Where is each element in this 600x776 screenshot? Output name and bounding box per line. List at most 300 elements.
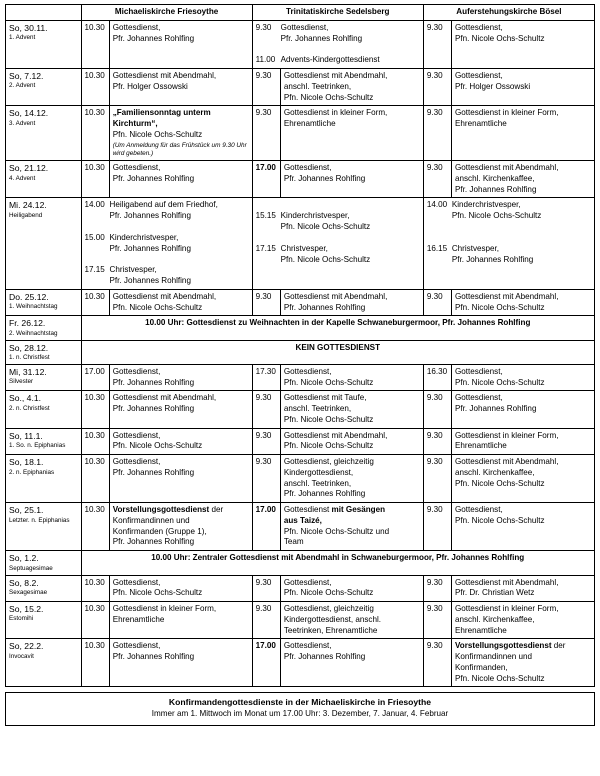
service-time: 9.30	[423, 69, 451, 106]
service-time: 17.00	[252, 503, 280, 551]
entry-line: Gottesdienst in kleiner Form,	[455, 430, 559, 440]
table-row	[6, 503, 595, 551]
date-cell	[6, 20, 82, 68]
entry-line: Gottesdienst in kleiner Form,	[455, 108, 559, 118]
date-label: So., 4.1.	[9, 393, 42, 404]
service-time: 17.00	[252, 161, 280, 198]
date-cell	[6, 575, 82, 602]
table-row	[6, 289, 595, 316]
service-time: 9.30	[423, 161, 451, 198]
entry-line: Konfirmanden,	[455, 662, 508, 672]
liturgical-day-label: 2. Advent	[9, 82, 36, 90]
entry-line: Gottesdienst,	[455, 366, 503, 376]
entry-line: Pfn. Nicole Ochs-Schultz	[283, 377, 374, 387]
service-group-cell	[252, 198, 423, 290]
entry-line: Gottesdienst,	[112, 430, 161, 440]
entry-line: Pfn. Nicole Ochs-Schultz	[455, 478, 545, 488]
service-description	[110, 233, 249, 255]
date-label: So, 25.1.	[9, 505, 44, 516]
liturgical-day-label: Letzter. n. Epiphanias	[9, 516, 70, 524]
service-description	[452, 289, 595, 316]
date-cell	[6, 551, 82, 575]
entry-line: Pfr. Johannes Rohlfing	[109, 243, 191, 253]
entry-line: Pfr. Johannes Rohlfing	[112, 173, 195, 183]
table-row	[6, 20, 595, 68]
entry-line: anschl. Teetrinken,	[283, 404, 352, 414]
table-row	[6, 551, 595, 575]
service-description	[280, 364, 423, 391]
entry-line: Gottesdienst, gleichzeitig	[283, 604, 374, 613]
service-time: 10.30	[81, 602, 109, 639]
entry-line: Kindergottesdienst,	[283, 467, 354, 477]
entry-line: Gottesdienst,	[112, 457, 161, 467]
service-description	[109, 575, 252, 602]
full-width-announcement: KEIN GOTTESDIENST	[81, 340, 595, 364]
entry-line: Kinderchristvesper,	[109, 232, 179, 242]
entry-line: Konfirmanden (Gruppe 1),	[112, 526, 207, 536]
entry-line: Gottesdienst mit Abendmahl,	[112, 71, 217, 80]
date-cell	[6, 69, 82, 106]
service-description	[109, 69, 252, 106]
service-description	[109, 602, 252, 639]
service-time: 9.30	[423, 575, 451, 602]
service-time: 10.30	[81, 289, 109, 316]
service-time: 10.30	[81, 428, 109, 455]
service-gap	[427, 233, 591, 244]
entry-line: Gottesdienst mit Abendmahl,	[112, 291, 217, 301]
date-cell	[6, 198, 82, 290]
service-description	[109, 503, 252, 551]
service-time: 9.30	[423, 391, 451, 428]
date-cell	[6, 316, 82, 340]
entry-line: Gottesdienst mit Abendmahl,	[455, 457, 559, 467]
entry-line: Pfr. Holger Ossowski	[112, 81, 188, 91]
service-description	[280, 289, 423, 316]
full-width-announcement: 10.00 Uhr: Zentraler Gottesdienst mit Abendmahl in Schwaneburgermoor, Pfr. Johannes Rohlfing	[81, 551, 595, 575]
entry-line: Gottesdienst mit Taufe,	[283, 393, 367, 403]
entry-line: Heiligabend auf dem Friedhof,	[109, 200, 218, 210]
date-label: So, 15.2.	[9, 604, 44, 614]
service-time: 10.30	[81, 639, 109, 687]
table-row	[6, 602, 595, 639]
footer-title: Konfirmandengottesdienste in der Michaeliskirche in Friesoythe	[168, 697, 432, 708]
date-cell	[6, 161, 82, 198]
entry-line: Team	[283, 537, 304, 547]
entry-line: Gottesdienst mit Abendmahl,	[283, 430, 388, 440]
service-time: 17.30	[252, 364, 280, 391]
table-row	[6, 69, 595, 106]
entry-line: Pfr. Johannes Rohlfing	[112, 537, 195, 547]
service-schedule-table	[5, 4, 595, 687]
entry-line: Pfr. Johannes Rohlfing	[283, 652, 366, 661]
service-group-cell	[81, 198, 252, 290]
date-cell	[6, 106, 82, 161]
entry-line: Pfr. Johannes Rohlfing	[112, 377, 195, 387]
footer-subtitle: Immer am 1. Mittwoch im Monat um 17.00 Uhr: 3. Dezember, 7. Januar, 4. Februar	[151, 708, 449, 718]
entry-line: Ehrenamtliche	[455, 625, 507, 635]
date-label: So, 14.12.	[9, 108, 49, 119]
entry-line: Pfn. Nicole Ochs-Schultz	[455, 673, 545, 683]
entry-line: Gottesdienst mit Abendmahl,	[455, 163, 559, 173]
service-gap	[256, 44, 420, 55]
service-group-table	[85, 200, 249, 287]
service-description	[280, 106, 423, 161]
entry-line: „Familiensonntag unterm	[112, 108, 211, 118]
entry-line: Vorstellungsgottesdienst der	[112, 505, 224, 515]
service-time: 17.15	[84, 265, 105, 275]
liturgical-day-label: Sexagesimae	[9, 588, 48, 596]
table-header	[6, 5, 595, 21]
entry-line: Christvesper,	[109, 265, 157, 275]
entry-note: (Um Anmeldung für das Frühstück um 9.30 Uhr wird gebeten.)	[112, 141, 247, 157]
service-gap-cell	[256, 44, 420, 55]
service-group-cell	[252, 20, 423, 68]
entry-line: Gottesdienst mit Abendmahl,	[455, 577, 559, 587]
entry-line: Gottesdienst,	[112, 163, 161, 173]
service-gap-cell	[85, 222, 249, 233]
entry-line: Gottesdienst,	[112, 577, 161, 587]
entry-line: anschl. Kirchenkaffee,	[455, 467, 535, 477]
entry-line: Gottesdienst,	[283, 577, 332, 587]
entry-line: Pfn. Nicole Ochs-Schultz	[280, 254, 371, 264]
service-entry	[85, 233, 249, 255]
liturgical-day-label: 1. So. n. Epiphanias	[9, 442, 66, 450]
service-description	[281, 211, 420, 233]
service-time: 17.00	[252, 639, 280, 687]
table-body	[6, 20, 595, 687]
service-description	[280, 575, 423, 602]
entry-line: Gottesdienst,	[283, 163, 332, 173]
entry-line: Pfn. Nicole Ochs-Schultz	[455, 302, 545, 312]
service-time: 9.30	[423, 639, 451, 687]
date-label: So, 30.11.	[9, 22, 48, 33]
entry-line: Gottesdienst in kleiner Form,	[112, 604, 217, 613]
table-row	[6, 428, 595, 455]
service-description	[280, 639, 423, 687]
date-label: So, 8.2.	[9, 577, 39, 588]
service-description	[110, 265, 249, 287]
service-description	[452, 428, 595, 455]
entry-line: Christvesper,	[280, 243, 328, 253]
service-time: 9.30	[423, 455, 451, 503]
header-michaeliskirche-friesoythe: Michaeliskirche Friesoythe	[81, 5, 252, 21]
entry-line: Gottesdienst, gleichzeitig	[283, 457, 374, 467]
service-description	[280, 69, 423, 106]
entry-line: Christvesper,	[451, 243, 500, 253]
table-row	[6, 364, 595, 391]
table-row	[6, 198, 595, 290]
entry-line: Pfn. Nicole Ochs-Schultz und	[283, 526, 390, 536]
service-time: 9.30	[252, 602, 280, 639]
service-description	[109, 161, 252, 198]
service-description	[280, 428, 423, 455]
service-time: 9.30	[252, 455, 280, 503]
service-entry	[256, 244, 420, 266]
date-cell	[6, 289, 82, 316]
entry-line: Gottesdienst,	[283, 366, 332, 376]
entry-line: Gottesdienst mit Gesängen	[283, 505, 386, 515]
date-label: So, 11.1.	[9, 430, 43, 441]
service-gap-cell	[256, 200, 420, 211]
entry-line: Pfn. Nicole Ochs-Schultz	[455, 33, 545, 43]
entry-line: Gottesdienst,	[112, 22, 161, 32]
entry-line: Gottesdienst mit Abendmahl,	[283, 291, 388, 301]
service-description	[452, 69, 595, 106]
service-entry	[427, 200, 591, 222]
service-description	[109, 106, 252, 161]
service-time: 14.00	[84, 200, 105, 210]
table-row	[6, 340, 595, 364]
service-time: 9.30	[423, 20, 451, 68]
service-time: 9.30	[252, 106, 280, 161]
entry-line: Pfr. Johannes Rohlfing	[283, 489, 366, 499]
service-description	[452, 20, 595, 68]
service-description	[109, 364, 252, 391]
service-time: 16.30	[423, 364, 451, 391]
date-label: Fr. 26.12.	[9, 318, 46, 329]
entry-line: Gottesdienst,	[455, 393, 503, 403]
entry-line: Pfn. Nicole Ochs-Schultz	[451, 211, 542, 221]
entry-line: Pfr. Johannes Rohlfing	[451, 254, 534, 264]
service-time: 10.30	[81, 106, 109, 161]
entry-line: Pfn. Nicole Ochs-Schultz	[280, 222, 371, 232]
service-time: 10.30	[81, 575, 109, 602]
entry-line: Pfr. Johannes Rohlfing	[455, 404, 537, 414]
liturgical-day-label: Silvester	[9, 378, 34, 386]
entry-line: Gottesdienst mit Abendmahl,	[283, 71, 388, 80]
entry-line: Konfirmandinnen und	[455, 652, 532, 661]
service-group-table	[256, 200, 420, 265]
liturgical-day-label: 3. Advent	[9, 119, 36, 127]
service-time: 9.30	[255, 22, 272, 32]
entry-line: Gottesdienst,	[455, 22, 503, 32]
entry-line: Konfirmandinnen und	[112, 515, 190, 525]
table-row	[6, 316, 595, 340]
entry-line: Pfr. Johannes Rohlfing	[455, 184, 537, 194]
entry-line: Gottesdienst,	[283, 641, 332, 651]
date-label: So, 28.12.	[9, 342, 49, 353]
liturgical-day-label: 4. Advent	[9, 174, 36, 182]
service-entry	[256, 211, 420, 233]
header-auferstehungskirche-boesel: Auferstehungskirche Bösel	[423, 5, 594, 21]
entry-line: Ehrenamtliche	[455, 119, 507, 128]
service-description	[452, 244, 591, 266]
service-time: 10.30	[81, 391, 109, 428]
entry-line: Pfn. Nicole Ochs-Schultz	[283, 441, 374, 451]
entry-line: Pfr. Johannes Rohlfing	[112, 33, 195, 43]
entry-line: Ehrenamtliche	[112, 614, 165, 624]
entry-line: Pfr. Johannes Rohlfing	[283, 302, 366, 312]
service-description	[281, 23, 420, 45]
service-time: 9.30	[252, 289, 280, 316]
service-group-table	[256, 23, 420, 66]
service-time: 15.00	[84, 232, 105, 242]
entry-line: Pfn. Nicole Ochs-Schultz	[455, 515, 545, 525]
entry-line: Pfr. Holger Ossowski	[455, 81, 531, 91]
service-time: 14.00	[426, 200, 448, 210]
service-description	[109, 455, 252, 503]
entry-line: Pfr. Johannes Rohlfing	[112, 467, 195, 477]
service-time: 10.30	[81, 161, 109, 198]
entry-line: Pfr. Johannes Rohlfing	[280, 33, 363, 43]
service-time: 17.00	[81, 364, 109, 391]
service-time: 9.30	[423, 503, 451, 551]
entry-line: Gottesdienst mit Abendmahl,	[455, 291, 559, 301]
entry-line: Pfr. Johannes Rohlfing	[283, 173, 366, 183]
service-description	[280, 602, 423, 639]
liturgical-day-label: 2. n. Epiphanias	[9, 468, 55, 476]
entry-line: Vorstellungsgottesdienst der	[455, 641, 566, 651]
service-gap	[256, 233, 420, 244]
service-description	[452, 602, 595, 639]
service-time: 10.30	[81, 503, 109, 551]
date-cell	[6, 639, 82, 687]
entry-line: Pfn. Nicole Ochs-Schultz	[112, 302, 203, 312]
entry-line: Gottesdienst,	[455, 71, 503, 80]
date-cell	[6, 391, 82, 428]
service-time: 9.30	[252, 575, 280, 602]
service-description	[452, 106, 595, 161]
service-entry	[256, 23, 420, 45]
table-row	[6, 391, 595, 428]
service-entry	[427, 244, 591, 266]
service-description	[109, 289, 252, 316]
service-group-cell	[423, 198, 594, 290]
entry-line: Pfr. Johannes Rohlfing	[112, 404, 195, 414]
entry-line: Kinderchristvesper,	[451, 200, 521, 210]
entry-line: Ehrenamtliche	[455, 441, 507, 451]
service-description	[280, 503, 423, 551]
entry-line: Gottesdienst,	[455, 505, 503, 515]
service-time: 9.30	[423, 106, 451, 161]
table-row	[6, 106, 595, 161]
header-trinitatiskirche-sedelsberg: Trinitatiskirche Sedelsberg	[252, 5, 423, 21]
date-label: Mi. 24.12.	[9, 200, 47, 211]
service-description	[109, 391, 252, 428]
service-description	[281, 55, 420, 66]
entry-line: Kinderchristvesper,	[280, 211, 350, 221]
service-description	[452, 200, 591, 222]
service-description	[109, 20, 252, 68]
liturgical-day-label: 2. Weihnachtstag	[9, 329, 58, 337]
liturgical-day-label: 1. Weihnachtstag	[9, 303, 58, 311]
service-gap-cell	[427, 222, 591, 233]
service-description	[452, 503, 595, 551]
table-row	[6, 161, 595, 198]
service-time: 16.15	[426, 243, 448, 253]
table-row	[6, 639, 595, 687]
service-description	[109, 639, 252, 687]
service-gap	[427, 222, 591, 233]
service-time: 9.30	[423, 428, 451, 455]
entry-line: Pfn. Nicole Ochs-Schultz	[112, 129, 203, 139]
date-label: So, 21.12.	[9, 163, 49, 174]
service-description	[280, 391, 423, 428]
full-width-announcement: 10.00 Uhr: Gottesdienst zu Weihnachten in der Kapelle Schwaneburgermoor, Pfr. Johannes Rohlfing	[81, 316, 595, 340]
date-label: Do. 25.12.	[9, 291, 49, 302]
service-description	[452, 455, 595, 503]
entry-line: Kindergottesdienst, anschl.	[283, 614, 382, 624]
service-time: 11.00	[255, 55, 276, 65]
service-entry	[85, 200, 249, 222]
service-time: 10.30	[81, 20, 109, 68]
service-entry	[85, 265, 249, 287]
service-time: 15.15	[255, 211, 276, 221]
date-label: So, 18.1.	[9, 457, 44, 468]
service-time: 17.15	[255, 243, 276, 253]
service-description	[110, 200, 249, 222]
table-row	[6, 455, 595, 503]
entry-line: anschl. Teetrinken,	[283, 81, 352, 91]
entry-line: Ehrenamtliche	[283, 119, 336, 128]
entry-line: Pfr. Dr. Christian Wetz	[455, 588, 535, 598]
entry-line: Gottesdienst in kleiner Form,	[455, 604, 559, 613]
entry-line: anschl. Kirchenkaffee,	[455, 173, 535, 183]
service-group-table	[427, 200, 591, 265]
entry-line: anschl. Kirchenkaffee,	[455, 614, 535, 624]
service-gap-cell	[256, 233, 420, 244]
date-label: So, 7.12.	[9, 71, 44, 81]
service-time: 10.30	[81, 455, 109, 503]
liturgical-day-label: 2. n. Christfest	[9, 404, 50, 412]
entry-line: Gottesdienst,	[280, 22, 329, 32]
entry-line: Advents-Kindergottesdienst	[280, 55, 380, 65]
service-time: 9.30	[252, 391, 280, 428]
date-cell	[6, 364, 82, 391]
service-time: 9.30	[423, 289, 451, 316]
entry-line: aus Taizé,	[283, 515, 322, 525]
service-gap-cell	[427, 233, 591, 244]
date-cell	[6, 503, 82, 551]
entry-line: Pfn. Nicole Ochs-Schultz	[283, 414, 374, 424]
date-label: So, 1.2.	[9, 553, 39, 564]
service-gap	[256, 200, 420, 211]
entry-line: Gottesdienst,	[112, 366, 161, 376]
service-time: 9.30	[252, 428, 280, 455]
date-cell	[6, 428, 82, 455]
entry-line: Pfr. Johannes Rohlfing	[109, 211, 191, 221]
entry-line: Teetrinken, Ehrenamtliche	[283, 625, 378, 635]
entry-line: Pfn. Nicole Ochs-Schultz	[455, 377, 545, 387]
entry-line: Pfn. Nicole Ochs-Schultz	[112, 588, 203, 598]
service-description	[452, 161, 595, 198]
service-time: 9.30	[423, 602, 451, 639]
service-gap-cell	[85, 254, 249, 265]
entry-line: Pfn. Nicole Ochs-Schultz	[112, 441, 203, 451]
date-cell	[6, 455, 82, 503]
entry-line: Gottesdienst,	[112, 641, 161, 651]
date-label: Mi, 31.12.	[9, 366, 47, 377]
service-description	[452, 575, 595, 602]
entry-line: Gottesdienst mit Abendmahl,	[112, 393, 217, 403]
entry-line: Gottesdienst in kleiner Form,	[283, 108, 388, 118]
service-description	[452, 364, 595, 391]
konfirmanden-footer-box	[5, 692, 595, 726]
service-description	[280, 455, 423, 503]
header-date-blank	[6, 5, 82, 21]
date-label: So, 22.2.	[9, 641, 44, 652]
service-description	[109, 428, 252, 455]
liturgical-day-label: 1. Advent	[9, 34, 36, 42]
date-cell	[6, 602, 82, 639]
entry-line: Pfn. Nicole Ochs-Schultz	[283, 588, 374, 598]
liturgical-day-label: 1. n. Christfest	[9, 354, 50, 362]
service-description	[452, 639, 595, 687]
header-row	[6, 5, 595, 21]
liturgical-day-label: Heiligabend	[9, 211, 43, 219]
liturgical-day-label: Estomihi	[9, 615, 34, 623]
liturgical-day-label: Septuagesimae	[9, 564, 53, 572]
